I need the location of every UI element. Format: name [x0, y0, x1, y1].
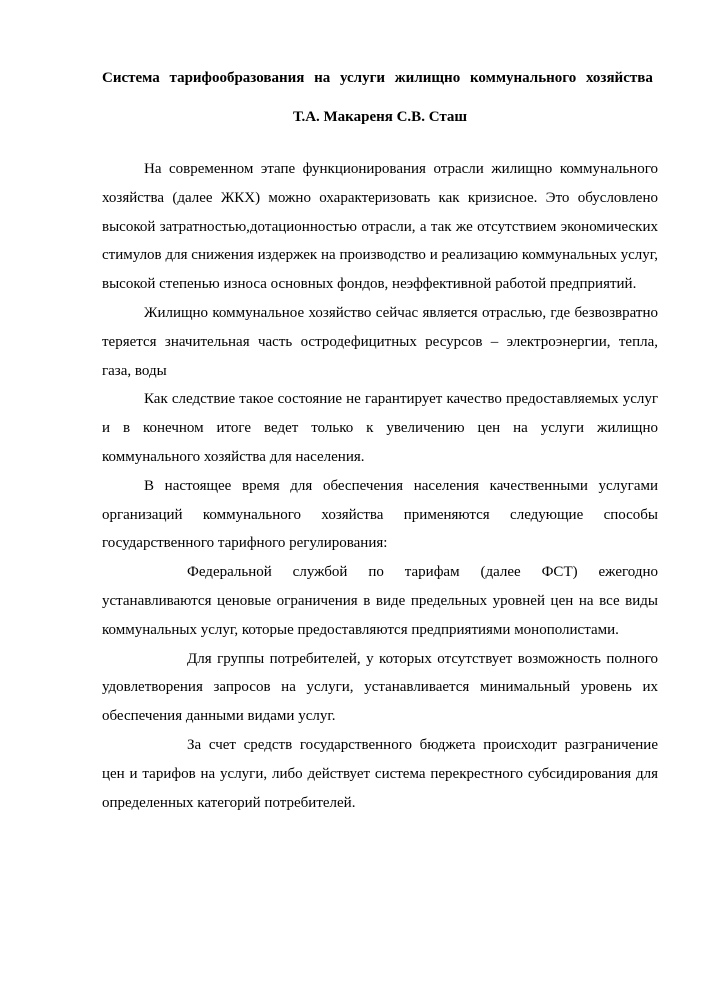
paragraph-1: На современном этапе функционирования отрасли жилищно коммунального хозяйства (далее ЖКХ) можно охарактеризовать как кризисное. Это обусловлено высокой затратностью,дотационностью отрасли, а так же отсутствием экономических стимулов для снижения издержек на производство и реализацию коммунальных услуг, высокой степенью износа основных фондов, неэффективной работой предприятий. [102, 161, 658, 293]
paragraph-6: Для группы потребителей, у которых отсутствует возможность полного удовлетворения запросов на услуги, устанавливается минимальный уровень их обеспечения данными видами услуг. [102, 650, 658, 725]
document-title: Система тарифообразования на услуги жилищно коммунального хозяйства [102, 70, 653, 86]
paragraph-5: Федеральной службой по тарифам (далее ФСТ) ежегодно устанавливаются ценовые ограничения в виде предельных уровней цен на все виды коммунальных услуг, которые предоставляются предприятиями монополистами. [102, 564, 658, 638]
paragraph-4: В настоящее время для обеспечения населения качественными услугами организаций коммунального хозяйства применяются следующие способы государственного тарифного регулирования: [102, 477, 658, 552]
paragraph-3: Как следствие такое состояние не гарантирует качество предоставляемых услуг и в конечном итоге ведет только к увеличению цен на услуги жилищно коммунального хозяйства для населения. [102, 391, 658, 465]
paragraph-2: Жилищно коммунальное хозяйство сейчас является отраслью, где безвозвратно теряется значительная часть остродефицитных ресурсов – электроэнергии, тепла, газа, воды [102, 304, 658, 379]
document-page [102, 68, 658, 817]
paragraph-7: За счет средств государственного бюджета происходит разграничение цен и тарифов на услуги, либо действует система перекрестного субсидирования для определенных категорий потребителей. [102, 736, 658, 811]
document-authors: Т.А. Макареня С.В. Сташ [292, 109, 468, 125]
document-body [102, 155, 658, 817]
